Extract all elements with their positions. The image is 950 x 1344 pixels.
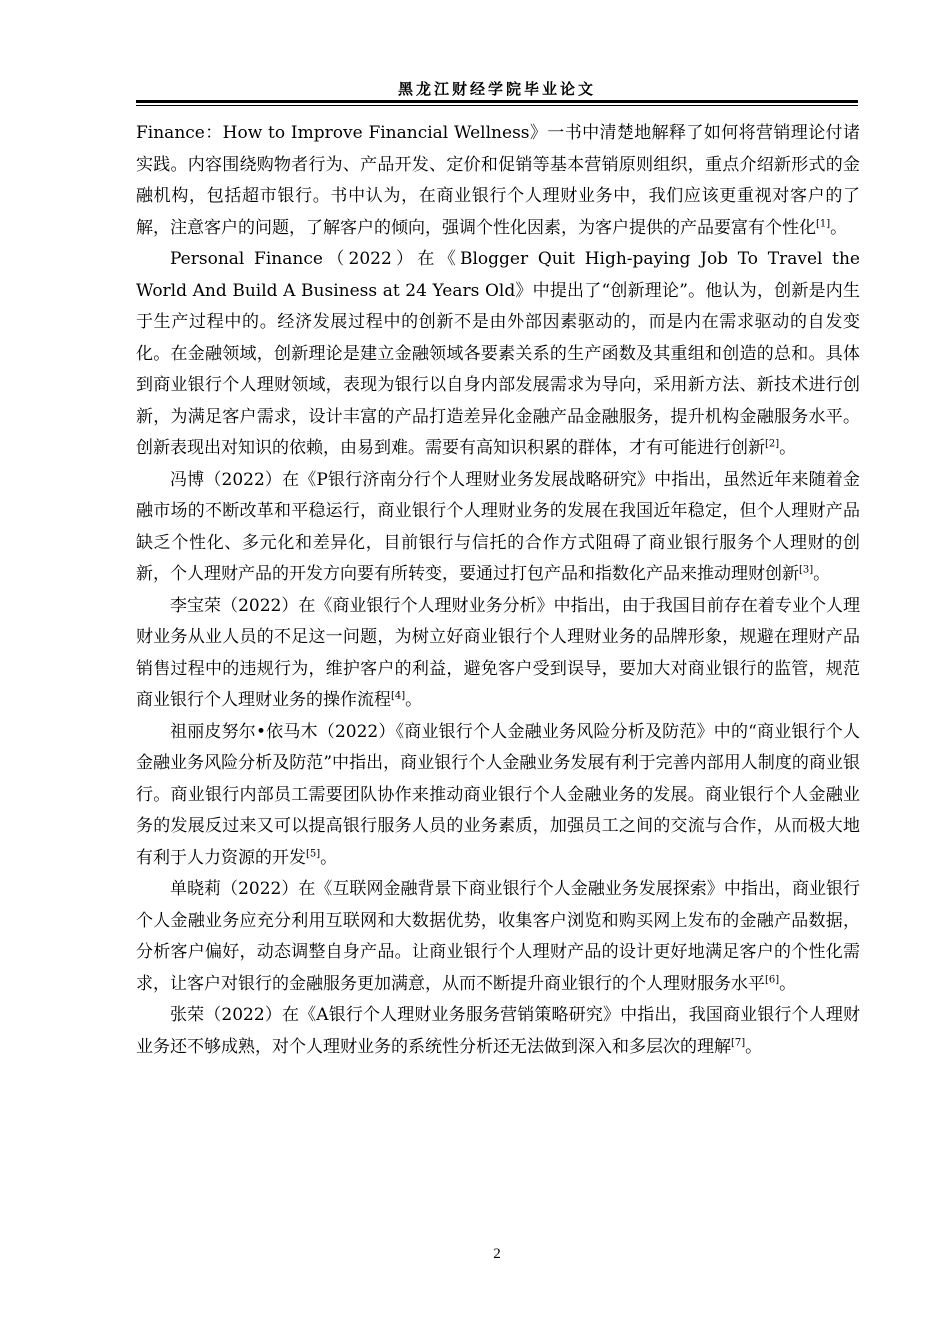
citation-ref: [1] [816,217,831,229]
paragraph-text: 李宝荣（2022）在《商业银行个人理财业务分析》中指出，由于我国目前存在着专业个人理财业务从业人员的不足这一问题，为树立好商业银行个人理财业务的品牌形象，规避在理财产品销售过程中的违规行为，维护客户的利益，避免客户受到误导，要加大对商业银行的监管，规范商业银行个人理财业务的操作流程 [136,595,860,710]
citation-ref: [7] [731,1036,746,1048]
paragraph-tail: 。 [405,690,423,710]
paragraph-text: 冯博（2022）在《P银行济南分行个人理财业务发展战略研究》中指出，虽然近年来随着金融市场的不断改革和平稳运行，商业银行个人理财业务的发展在我国近年稳定，但个人理财产品缺乏个性化、多元化和差异化，目前银行与信托的合作方式阻碍了商业银行服务个人理财的创新，个人理财产品的开发方向要有所转变，要通过打包产品和指数化产品来推动理财创新 [136,469,860,584]
body-text [136,118,860,1063]
header-rule-thin [136,105,858,106]
citation-ref: [2] [765,438,780,450]
page-number: 2 [493,1246,501,1262]
paragraph-tail: 。 [830,217,848,238]
citation-ref: [5] [306,847,321,859]
paragraph-continuation [136,118,860,244]
page-header-title: 黑龙江财经学院毕业论文 [397,80,596,98]
citation-ref: [6] [765,973,780,985]
paragraph-tail: 。 [779,438,797,458]
paragraph-text: 单晓莉（2022）在《互联网金融背景下商业银行个人金融业务发展探索》中指出，商业银行个人金融业务应充分利用互联网和大数据优势，收集客户浏览和购买网上发布的金融产品数据，分析客户偏好，动态调整自身产品。让商业银行个人理财产品的设计更好地满足客户的个性化需求，让客户对银行的金融服务更加满意，从而不断提升商业银行的个人理财服务水平 [136,879,860,994]
paragraph [136,591,860,717]
paragraph-tail: 。 [779,973,797,994]
paragraph-tail: 。 [745,1036,763,1057]
paragraph [136,717,860,875]
paragraph-tail: 。 [320,847,338,868]
paragraph [136,1000,860,1063]
paragraph [136,465,860,591]
header-rule-thick [136,100,858,103]
paragraph-text: 祖丽皮努尔•依马木（2022）《商业银行个人金融业务风险分析及防范》中的“商业银行个人金融业务风险分析及防范”中指出，商业银行个人金融业务发展有利于完善内部用人制度的商业银行。商业银行内部员工需要团队协作来推动商业银行个人金融业务的发展。商业银行个人金融业务的发展反过来又可以提高银行服务人员的业务素质，加强员工之间的交流与合作，从而极大地有利于人力资源的开发 [136,721,860,868]
paragraph [136,244,860,465]
citation-ref: [3] [799,564,814,576]
paragraph [136,874,860,1000]
paragraph-text: Personal Finance（2022）在《Blogger Quit High-paying Job To Travel the World And Build A Business at 24 Years Old》中提出了“创新理论”。他认为，创新是内生于生产过程中的。经济发展过程中的创新不是由外部因素驱动的，而是内在需求驱动的自发变化。在金融领域，创新理论是建立金融领域各要素关系的生产函数及其重组和创造的总和。具体到商业银行个人理财领域，表现为银行以自身内部发展需求为导向，采用新方法、新技术进行创新，为满足客户需求，设计丰富的产品打造差异化金融产品金融服务，提升机构金融服务水平。创新表现出对知识的依赖，由易到难。需要有高知识积累的群体，才有可能进行创新 [136,249,860,458]
paragraph-text: Finance：How to Improve Financial Wellness》一书中清楚地解释了如何将营销理论付诸实践。内容围绕购物者行为、产品开发、定价和促销等基本营销原则组织，重点介绍新形式的金融机构，包括超市银行。书中认为，在商业银行个人理财业务中，我们应该更重视对客户的了解，注意客户的问题，了解客户的倾向，强调个性化因素，为客户提供的产品要富有个性化 [136,123,860,238]
paragraph-text: 张荣（2022）在《A银行个人理财业务服务营销策略研究》中指出，我国商业银行个人理财业务还不够成熟，对个人理财业务的系统性分析还无法做到深入和多层次的理解 [136,1005,860,1057]
paragraph-tail: 。 [813,564,831,584]
citation-ref: [4] [391,690,406,702]
